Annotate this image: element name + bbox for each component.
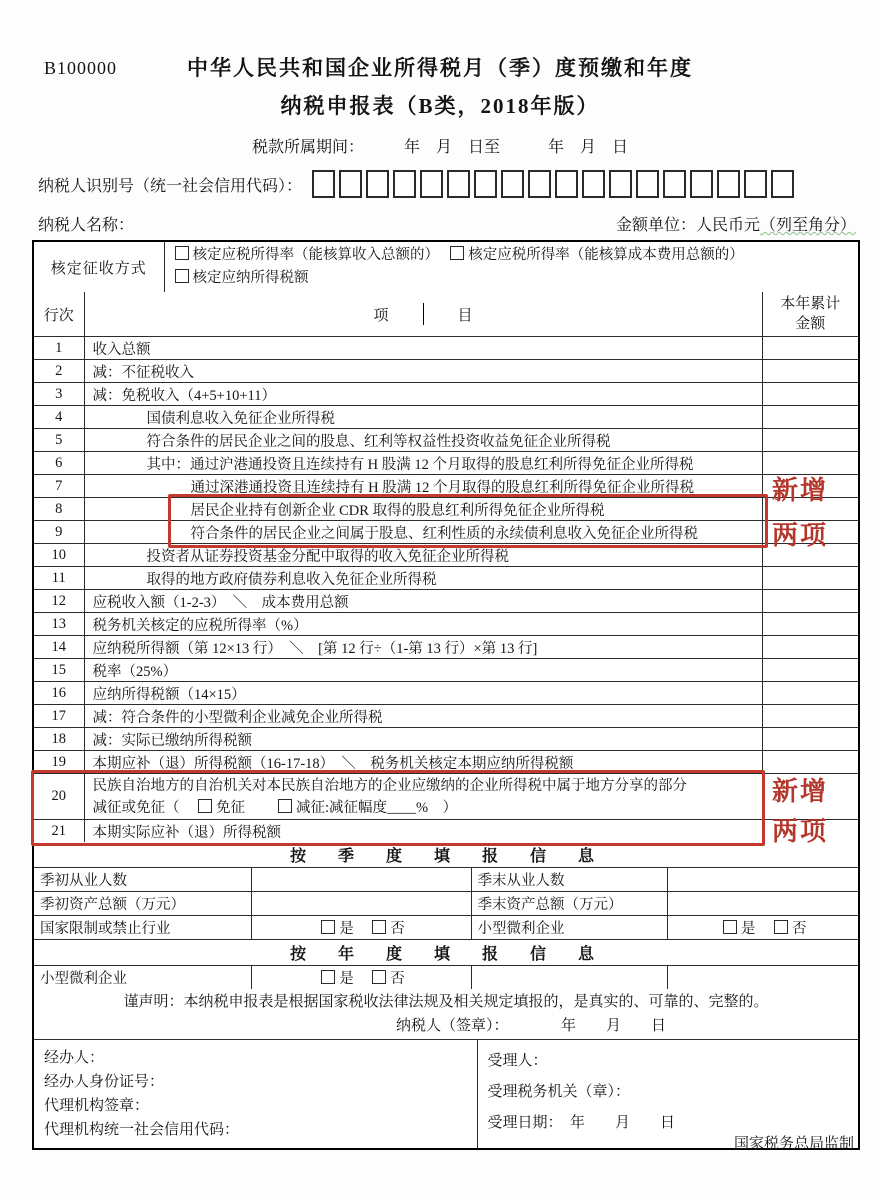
row-item: 通过深港通投资且连续持有 H 股满 12 个月取得的股息红利所得免征企业所得税 bbox=[84, 475, 762, 498]
assessment-method-options bbox=[164, 242, 858, 292]
row-item: 符合条件的居民企业之间属于股息、红利性质的永续债利息收入免征企业所得税 bbox=[84, 521, 762, 544]
table-row bbox=[34, 613, 858, 636]
assessment-method-table bbox=[34, 242, 858, 292]
row-number: 11 bbox=[34, 567, 84, 590]
info-row bbox=[34, 868, 858, 892]
table-row bbox=[34, 544, 858, 567]
table-row bbox=[34, 774, 858, 820]
row-item: 收入总额 bbox=[84, 337, 762, 360]
amount-cell[interactable] bbox=[762, 406, 858, 429]
new-items-note-1-line1: 新增 bbox=[772, 475, 829, 505]
info-value-cell[interactable]: 是 否 bbox=[251, 966, 471, 990]
checkbox[interactable] bbox=[175, 246, 189, 260]
row-item: 国债利息收入免征企业所得税 bbox=[84, 406, 762, 429]
new-items-note-2-line1: 新增 bbox=[772, 776, 829, 806]
info-label-cell: 季末从业人数 bbox=[471, 868, 667, 892]
amount-cell[interactable] bbox=[762, 659, 858, 682]
row-item: 本期实际应补（退）所得税额 bbox=[84, 820, 762, 843]
code-box[interactable] bbox=[366, 170, 389, 198]
row-item: 居民企业持有创新企业 CDR 取得的股息红利所得免征企业所得税 bbox=[84, 498, 762, 521]
row-item: 减：免税收入（4+5+10+11） bbox=[84, 383, 762, 406]
row-number: 10 bbox=[34, 544, 84, 567]
signature-line[interactable]: 受理人： bbox=[487, 1053, 548, 1069]
row-number: 17 bbox=[34, 705, 84, 728]
code-box[interactable] bbox=[771, 170, 794, 198]
checkbox[interactable] bbox=[321, 920, 335, 934]
row-number: 7 bbox=[34, 475, 84, 498]
table-row bbox=[34, 659, 858, 682]
info-value-cell[interactable]: 是 否 bbox=[251, 916, 471, 940]
table-row bbox=[34, 383, 858, 406]
code-box[interactable] bbox=[555, 170, 578, 198]
row-number: 2 bbox=[34, 360, 84, 383]
quarterly-section-title: 按 季 度 填 报 信 息 bbox=[34, 842, 858, 868]
code-box[interactable] bbox=[609, 170, 632, 198]
table-row bbox=[34, 567, 858, 590]
table-row bbox=[34, 521, 858, 544]
table-row bbox=[34, 820, 858, 843]
table-row bbox=[34, 429, 858, 452]
row-number: 18 bbox=[34, 728, 84, 751]
table-row bbox=[34, 636, 858, 659]
signature-line[interactable]: 受理日期： 年 月 日 bbox=[487, 1115, 676, 1131]
info-value-cell[interactable] bbox=[667, 892, 858, 916]
row-item: 本期应补（退）所得税额（16-17-18） ＼ 税务机关核定本期应纳所得税额 bbox=[84, 751, 762, 774]
code-box[interactable] bbox=[312, 170, 335, 198]
code-box[interactable] bbox=[636, 170, 659, 198]
assessment-option-line1[interactable]: 核定应税所得率（能核算收入总额的） 核定应税所得率（能核算成本费用总额的） bbox=[171, 244, 853, 267]
row-number: 20 bbox=[34, 774, 84, 820]
code-box[interactable] bbox=[501, 170, 524, 198]
row-number: 9 bbox=[34, 521, 84, 544]
row-number: 1 bbox=[34, 337, 84, 360]
assessment-option-line2[interactable]: 核定应纳所得税额 bbox=[171, 267, 853, 290]
declaration-table bbox=[34, 989, 858, 1148]
amount-cell[interactable] bbox=[762, 383, 858, 406]
signature-line[interactable]: 受理税务机关（章）： bbox=[487, 1084, 631, 1100]
taxpayer-name-label[interactable]: 纳税人名称： bbox=[38, 217, 135, 234]
row-number: 15 bbox=[34, 659, 84, 682]
form-title-line1: 中华人民共和国企业所得税月（季）度预缴和年度 bbox=[187, 56, 693, 80]
row-number: 8 bbox=[34, 498, 84, 521]
row-item: 税务机关核定的应税所得率（%） bbox=[84, 613, 762, 636]
amount-cell[interactable] bbox=[762, 337, 858, 360]
checkbox[interactable] bbox=[175, 269, 189, 283]
item-header-divider bbox=[423, 303, 424, 325]
table-row bbox=[34, 705, 858, 728]
checkbox[interactable] bbox=[198, 799, 212, 813]
table-row bbox=[34, 751, 858, 774]
code-box[interactable] bbox=[420, 170, 443, 198]
table-row bbox=[34, 682, 858, 705]
table-row bbox=[34, 590, 858, 613]
amount-cell[interactable] bbox=[762, 728, 858, 751]
info-label-cell: 季初从业人数 bbox=[34, 868, 251, 892]
info-value-cell[interactable] bbox=[667, 966, 858, 990]
checkbox[interactable] bbox=[450, 246, 464, 260]
row-item: 税率（25%） bbox=[84, 659, 762, 682]
table-row bbox=[34, 475, 858, 498]
taxpayer-name-row bbox=[38, 212, 856, 235]
table-row bbox=[34, 406, 858, 429]
amount-cell[interactable] bbox=[762, 590, 858, 613]
amount-cell[interactable] bbox=[762, 705, 858, 728]
info-row bbox=[34, 966, 858, 990]
row-item: 减：实际已缴纳所得税额 bbox=[84, 728, 762, 751]
info-value-cell[interactable] bbox=[667, 868, 858, 892]
code-box[interactable] bbox=[339, 170, 362, 198]
amount-cell[interactable] bbox=[762, 429, 858, 452]
row-item: 减：不征税收入 bbox=[84, 360, 762, 383]
row-item: 取得的地方政府债券利息收入免征企业所得税 bbox=[84, 567, 762, 590]
row-item: 应税收入额（1-2-3） ＼ 成本费用总额 bbox=[84, 590, 762, 613]
info-row bbox=[34, 916, 858, 940]
main-items-table bbox=[34, 292, 858, 842]
code-box[interactable] bbox=[447, 170, 470, 198]
info-label-cell bbox=[471, 966, 667, 990]
declaration-statement: 谨声明：本纳税申报表是根据国家税收法律法规及相关规定填报的，是真实的、可靠的、完整的。 bbox=[123, 994, 769, 1010]
row-number: 6 bbox=[34, 452, 84, 475]
tax-period-line[interactable]: 税款所属期间： 年 月 日至 年 月 日 bbox=[251, 139, 628, 156]
info-value-cell[interactable] bbox=[251, 892, 471, 916]
code-box[interactable] bbox=[393, 170, 416, 198]
declaration-cell bbox=[34, 989, 858, 1040]
row-number: 12 bbox=[34, 590, 84, 613]
code-box[interactable] bbox=[744, 170, 767, 198]
col-header-row-no: 行次 bbox=[34, 292, 84, 337]
table-row bbox=[34, 728, 858, 751]
checkbox[interactable] bbox=[321, 970, 335, 984]
code-box[interactable] bbox=[717, 170, 740, 198]
col-header-amount: 本年累计 金额 bbox=[762, 292, 858, 337]
form-table bbox=[32, 240, 860, 1150]
table-row bbox=[34, 360, 858, 383]
amount-cell[interactable] bbox=[762, 452, 858, 475]
info-label-cell: 国家限制或禁止行业 bbox=[34, 916, 251, 940]
row-item: 投资者从证券投资基金分配中取得的收入免征企业所得税 bbox=[84, 544, 762, 567]
amount-cell[interactable] bbox=[762, 567, 858, 590]
info-label-cell: 小型微利企业 bbox=[34, 966, 251, 990]
table-row bbox=[34, 452, 858, 475]
info-value-cell[interactable] bbox=[251, 868, 471, 892]
agent-signature-cell[interactable] bbox=[34, 1040, 477, 1149]
row-item: 符合条件的居民企业之间的股息、红利等权益性投资收益免征企业所得税 bbox=[84, 429, 762, 452]
amount-cell[interactable] bbox=[762, 613, 858, 636]
info-label-cell: 季末资产总额（万元） bbox=[471, 892, 667, 916]
table-row bbox=[34, 498, 858, 521]
new-items-note-1-line2: 两项 bbox=[772, 520, 829, 550]
code-box[interactable] bbox=[528, 170, 551, 198]
assessment-method-label: 核定征收方式 bbox=[34, 242, 164, 292]
row-number: 4 bbox=[34, 406, 84, 429]
code-box[interactable] bbox=[663, 170, 686, 198]
checkbox[interactable] bbox=[372, 970, 386, 984]
row-number: 14 bbox=[34, 636, 84, 659]
info-value-cell[interactable]: 是 否 bbox=[667, 916, 858, 940]
row-item: 减：符合条件的小型微利企业减免企业所得税 bbox=[84, 705, 762, 728]
row-number: 13 bbox=[34, 613, 84, 636]
taxpayer-id-label: 纳税人识别号（统一社会信用代码）： bbox=[38, 177, 303, 195]
row-number: 19 bbox=[34, 751, 84, 774]
row-item: 应纳税所得额（第 12×13 行） ＼ [第 12 行÷（1-第 13 行）×第 13 行] bbox=[84, 636, 762, 659]
annual-section-title: 按 年 度 填 报 信 息 bbox=[34, 940, 858, 966]
taxpayer-signature-line[interactable]: 纳税人（签章）： 年 月 日 bbox=[395, 1018, 666, 1034]
new-items-note-2-line2: 两项 bbox=[772, 816, 829, 846]
info-row bbox=[34, 892, 858, 916]
checkbox[interactable] bbox=[774, 920, 788, 934]
code-box[interactable] bbox=[690, 170, 713, 198]
quarterly-info-table bbox=[34, 842, 858, 989]
amount-cell[interactable] bbox=[762, 360, 858, 383]
row-number: 16 bbox=[34, 682, 84, 705]
col-header-item: 项 目 bbox=[84, 292, 762, 337]
code-box[interactable] bbox=[582, 170, 605, 198]
signature-line[interactable]: 经办人身份证号： bbox=[44, 1074, 165, 1090]
row-number: 3 bbox=[34, 383, 84, 406]
row-number: 5 bbox=[34, 429, 84, 452]
row-item: 其中：通过沪港通投资且连续持有 H 股满 12 个月取得的股息红利所得免征企业所得税 bbox=[84, 452, 762, 475]
checkbox[interactable] bbox=[372, 920, 386, 934]
code-box[interactable] bbox=[474, 170, 497, 198]
issuer-note: 国家税务总局监制 bbox=[733, 1136, 854, 1152]
amount-cell[interactable] bbox=[762, 636, 858, 659]
row-item: 民族自治地方的自治机关对本民族自治地方的企业应缴纳的企业所得税中属于地方分享的部分 减征或免征（ 免征 减征:减征幅度____% ） bbox=[84, 774, 762, 820]
form-title-line2: 纳税申报表（B类，2018年版） bbox=[280, 94, 600, 118]
amount-cell[interactable] bbox=[762, 682, 858, 705]
form-code: B100000 bbox=[44, 58, 118, 78]
signature-line[interactable]: 代理机构签章： bbox=[44, 1098, 150, 1114]
amount-cell[interactable] bbox=[762, 751, 858, 774]
amount-unit-note: （列至角分） bbox=[759, 217, 856, 234]
info-label-cell: 季初资产总额（万元） bbox=[34, 892, 251, 916]
amount-unit-label: 金额单位：人民币元（列至角分） bbox=[615, 217, 856, 234]
credit-code-boxes bbox=[312, 170, 798, 198]
checkbox[interactable] bbox=[723, 920, 737, 934]
checkbox[interactable] bbox=[278, 799, 292, 813]
info-label-cell: 小型微利企业 bbox=[471, 916, 667, 940]
row-number: 21 bbox=[34, 820, 84, 843]
row-item: 应纳所得税额（14×15） bbox=[84, 682, 762, 705]
taxpayer-id-row bbox=[38, 170, 862, 198]
signature-line[interactable]: 经办人： bbox=[44, 1050, 105, 1066]
signature-line[interactable]: 代理机构统一社会信用代码： bbox=[44, 1122, 240, 1138]
table-row bbox=[34, 337, 858, 360]
